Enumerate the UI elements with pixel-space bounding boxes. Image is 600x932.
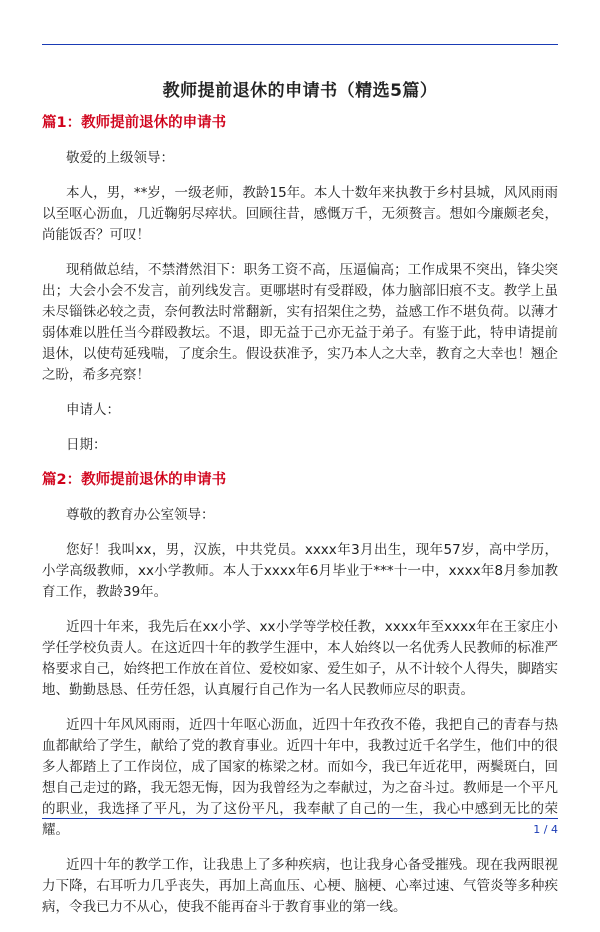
page-indicator: 1 / 4 <box>533 823 558 836</box>
paragraph: 近四十年来，我先后在xx小学、xx小学等学校任教，xxxx年至xxxx年在王家庄小学任学校负责人。在这近四十年的教学生涯中，本人始终以一名优秀人民教师的标准严格要求自己，始终把工作放在首位、爱校如家、爱生如子，从不计较个人得失，脚踏实地、勤勤恳恳、任劳任怨，认真履行自己作为一名人民教师应尽的职责。 <box>42 619 558 698</box>
footer-rule <box>42 818 558 819</box>
salutation: 尊敬的教育办公室领导： <box>66 507 215 523</box>
applicant-label: 申请人： <box>66 402 120 418</box>
paragraph: 现稍做总结，不禁潸然泪下：职务工资不高，压逼偏高；工作成果不突出，锋尖突出；大会小会不发言，前列线发言。更哪堪时有受群殴，体力脑部旧痕不支。教学上虽未尽锱铢必较之责，奈何教法时常翻新，实有招架住之势，益感工作不堪负荷。以薄才弱体难以胜任当今群殴教坛。不退，即无益于己亦无益于弟子。有鉴于此，特申请提前退休，以使苟延残喘，了度余生。假设获准予，实乃本人之大幸，教育之大幸也！翘企之盼，希多亮察！ <box>42 262 558 383</box>
document-body <box>42 113 558 932</box>
paragraph: 本人，男，**岁，一级老师，教龄15年。本人十数年来执教于乡村县城，风风雨雨以至呕心沥血，几近鞠躬尽瘁状。回顾往昔，感慨万千，无须赘言。想如今廉颇老矣，尚能饭否？可叹！ <box>42 185 558 243</box>
paragraph: 近四十年风风雨雨，近四十年呕心沥血，近四十年孜孜不倦，我把自己的青春与热血都献给了学生，献给了党的教育事业。近四十年中，我教过近千名学生，他们中的很多人都踏上了工作岗位，成了国家的栋梁之材。而如今，我已年近花甲，两鬓斑白，回想自己走过的路，我无怨无悔，因为我曾经为之奉献过，为之奋斗过。教师是一个平凡的职业，我选择了平凡，为了这份平凡，我奉献了自己的一生，我心中感到无比的荣耀。 <box>42 717 558 838</box>
section-heading-1: 篇1：教师提前退休的申请书 <box>42 115 227 131</box>
header-rule <box>42 44 558 45</box>
paragraph: 近四十年的教学工作，让我患上了多种疾病，也让我身心备受摧残。现在我两眼视力下降，右耳听力几乎丧失，再加上高血压、心梗、脑梗、心率过速、气管炎等多种疾病，令我已力不从心，使我不能再奋斗于教育事业的第一线。 <box>42 857 558 915</box>
salutation: 敬爱的上级领导： <box>66 150 174 166</box>
paragraph: 您好！我叫xx，男，汉族，中共党员。xxxx年3月出生，现年57岁，高中学历，小学高级教师，xx小学教师。本人于xxxx年6月毕业于***十一中，xxxx年8月参加教育工作，教龄39年。 <box>42 542 558 600</box>
date-label: 日期： <box>66 437 107 453</box>
section-heading-2: 篇2：教师提前退休的申请书 <box>42 472 227 488</box>
document-title: 教师提前退休的申请书（精选5篇） <box>162 81 438 101</box>
